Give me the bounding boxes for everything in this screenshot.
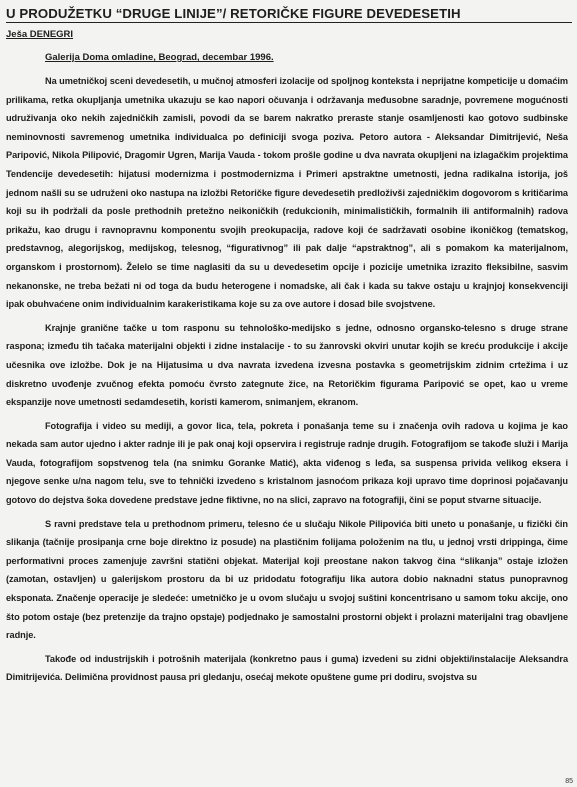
paragraph: Takođe od industrijskih i potrošnih materijala (konkretno paus i guma) izvedeni su zidni objekti/instalacije Aleksandra Dimitrijevića. Delimična providnost pausa pri gledanju, osećaj mekote opuštene gume pri dodiru, svojstva su	[6, 653, 568, 683]
paragraph: Krajnje granične tačke u tom rasponu su tehnološko-medijsko s jedne, odnosno organsko-telesno s druge strane raspona; između tih tačaka materijalni objekti i zidne instalacije - to su žanrovski okviri unutar kojih se kreću produkcije i akcije učesnika ove izložbe. Dok je na Hijatusima u dva navrata izvedena izvesna postavka s geometrijskim zidnim crtežima i uz diskretno uvođenje zvučnog efekta pomoću čvrsto zategnute žice, na Retoričkim figurama Paripović se opet, kao u vreme ekspanzije nove umetnosti sedamdesetih, koristi kamerom, snimanjem, ekranom.	[6, 322, 568, 408]
paragraph: Fotografija i video su mediji, a govor lica, tela, pokreta i ponašanja teme su i značenja ovih radova u kojima je kao nekada sam autor ujedno i akter radnje ili je pak onaj koji opservira i registruje radnje drugih. Fotografijom se takođe služi i Marija Vauda, fotografijom sopstvenog tela (na snimku Goranke Matić), akta viđenog s leđa, sa suspensa privida velikog eksera i njegove senke u/na nagom telu, sve to tehnički izvedeno s kristalnom jasnoćom prikaza koji upravo time doprinosi pojačavanju gotovo do dejstva šoka dovedene predstave jedne fiktivne, no na slici, zapravo na fotografiji, čini se poput stvarne situacije.	[6, 420, 568, 506]
exhibition-subtitle: Galerija Doma omladine, Beograd, decembar 1996.	[45, 52, 274, 63]
article-body	[6, 72, 568, 692]
article-title: U PRODUŽETKU “DRUGE LINIJE”/ RETORIČKE FIGURE DEVEDESETIH	[6, 6, 572, 23]
author-name: Ješa DENEGRI	[6, 29, 74, 40]
page-number: 85	[565, 778, 573, 785]
paragraph: S ravni predstave tela u prethodnom primeru, telesno će u slučaju Nikole Pilipovića biti uneto u ponašanje, u fizički čin slikanja (tačnije prosipanja crne boje direktno iz posude) na plastičnim folijama položenim na tlu, u jednoj vrsti drippinga, čime performativni proces zamenjuje završni statični objekat. Materijal koji preostane nakon takvog čina “slikanja” ostaje izložen (zamotan, ostavljen) u galerijskom prostoru da bi uz pridodatu fotografiju lika autora dobio naknadni status punopravnog eksponata. Značenje operacije je sledeće: umetničko je u ovom slučaju u svojoj suštini koncentrisano u samom toku akcije, ono što potom ostaje (bez pretenzije da trajno opstaje) podjednako je samostalni prostorni objekt i prolazni materijalni trag obavljene radnje.	[6, 518, 568, 641]
paragraph: Na umetničkoj sceni devedesetih, u mučnoj atmosferi izolacije od spoljnog konteksta i neprijatne kompeticije u domaćim prilikama, retka okupljanja umetnika ukazuju se kao napori očuvanja i održavanja međusobne saradnje, povremene mogućnosti udruživanja oko nekih zajedničkih zamisli, povodi da se barem nakratko preraste stanje osamljenosti kao gotovo sudbinske neminovnosti savremenog umetnika individualca po definiciji svoga poziva. Petoro autora - Aleksandar Dimitrijević, Neša Paripović, Nikola Pilipović, Dragomir Ugren, Marija Vauda - tokom prošle godine u dva navrata okupljeni na izlagačkim projektima Tendencije devedesetih: hijatusi modernizma i postmodernizma i Primeri apstraktne umetnosti, jedna radikalna istorija, još jednom našli su se udruženi oko nastupa na izložbi Retoričke figure devedesetih predloživši zajedničkim dogovorom s kritičarima koji su ih podržali da posle prethodnih pretežno neikoničkih (redukcionih, minimalističkih, formalnih ili antiformalnih) radova prikažu, kao drugu i ravnopravnu komponentu svojih preokupacija, radove koji će sadržavati osobine ikoničkog (tematskog, predstavnog, alegorijskog, medijskog, telesnog, “figurativnog” ili pak dalje “apstraktnog”, ali s pomakom ka materijalnom, organskom i prostornom). Želelo se time naglasiti da su u devedesetim opcije i pozicije umetnika izrazito fleksibilne, sasvim nekanonske, ne treba bežati ni od toga da budu heterogene i nomadske, ali čak i kada su takve ostaju u krajnjoj konsekvenciji ipak obuhvaćene onim individualnim karakeristikama koje su za ove autore i dosad bile svojstvene.	[6, 76, 568, 310]
